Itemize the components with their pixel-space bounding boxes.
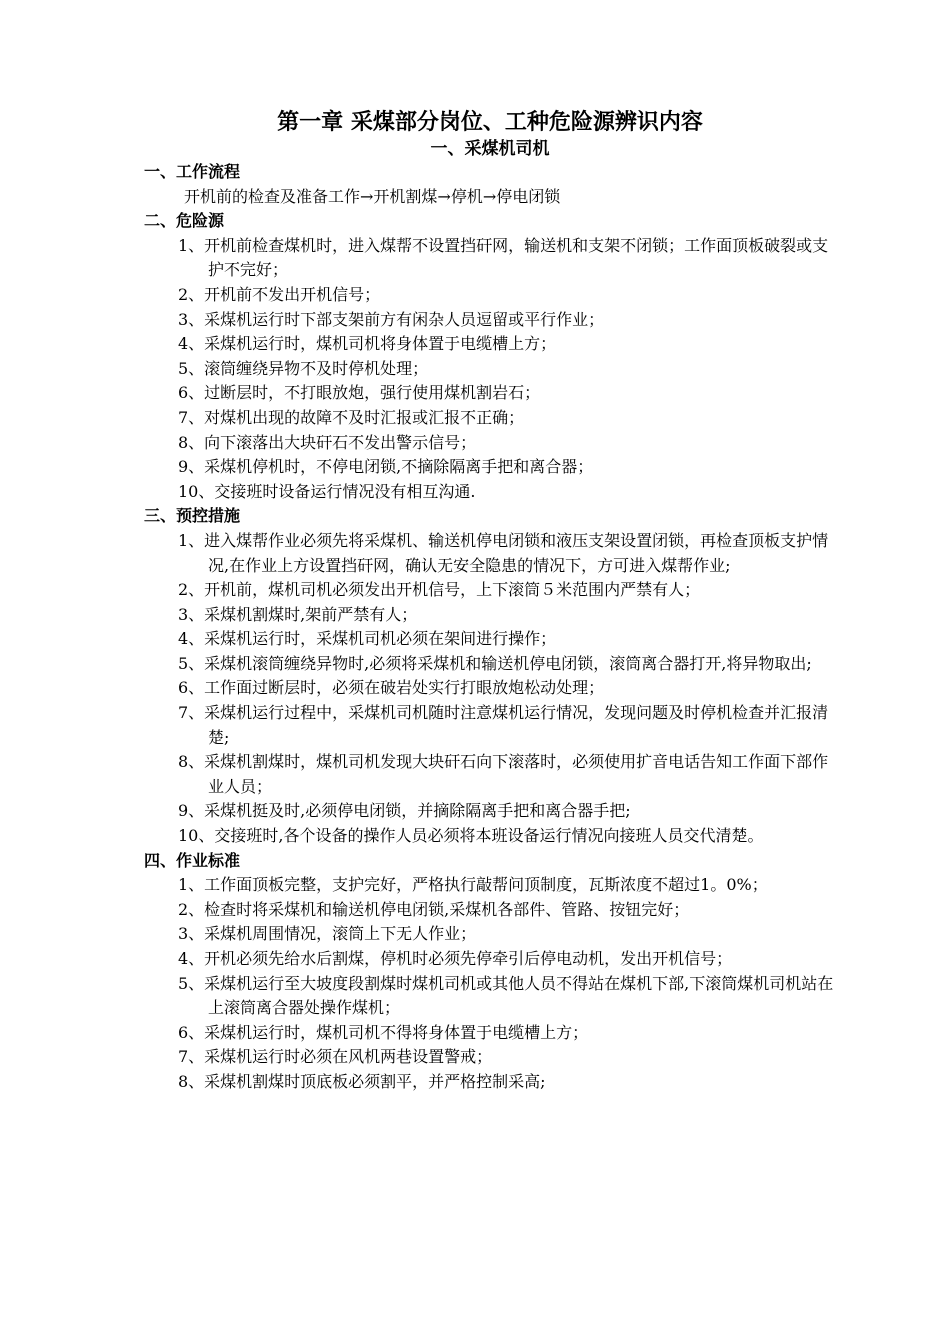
hazard-item: 10、交接班时设备运行情况没有相互沟通. [178,481,476,501]
hazard-item: 6、过断层时，不打眼放炮，强行使用煤机割岩石； [178,383,541,403]
control-item: 9、采煤机挺及时,必须停电闭锁，并摘除隔离手把和离合器手把; [178,801,631,821]
standard-item: 6、采煤机运行时，煤机司机不得将身体置于电缆槽上方； [178,1022,589,1042]
control-item: 2、开机前，煤机司机必须发出开机信号，上下滚筒５米范围内严禁有人； [178,580,701,600]
document-body [144,160,844,1095]
control-item: 4、采煤机运行时，采煤机司机必须在架间进行操作； [178,629,557,649]
standard-item: 5、采煤机运行至大坡度段割煤时煤机司机或其他人员不得站在煤机下部,下滚筒煤机司机站在上滚筒离合器处操作煤机； [178,973,834,1018]
hazard-item: 1、开机前检查煤机时，进入煤帮不设置挡矸网，输送机和支架不闭锁；工作面顶板破裂或支护不完好； [178,235,829,280]
control-item: 3、采煤机割煤时,架前严禁有人； [178,604,418,624]
chapter-title: 第一章 采煤部分岗位、工种危险源辨识内容 [277,110,703,135]
control-item: 6、工作面过断层时，必须在破岩处实行打眼放炮松动处理； [178,678,605,698]
hazard-item: 5、滚筒缠绕异物不及时停机处理； [178,358,429,378]
hazard-item: 7、对煤机出现的故障不及时汇报或汇报不正确； [178,407,525,427]
standard-item: 8、采煤机割煤时顶底板必须割平，并严格控制采高; [178,1071,546,1091]
sub-title: 一、采煤机司机 [430,139,550,159]
control-item: 1、进入煤帮作业必须先将采煤机、输送机停电闭锁和液压支架设置闭锁，再检查顶板支护情况,在作业上方设置挡矸网，确认无安全隐患的情况下，方可进入煤帮作业; [178,530,829,575]
section-heading-hazards: 二、危险源 [144,211,225,231]
control-item: 10、交接班时,各个设备的操作人员必须将本班设备运行情况向接班人员交代清楚。 [178,826,764,846]
standard-item: 7、采煤机运行时必须在风机两巷设置警戒； [178,1047,493,1067]
hazard-item: 3、采煤机运行时下部支架前方有闲杂人员逗留或平行作业； [178,309,605,329]
hazard-item: 4、采煤机运行时，煤机司机将身体置于电缆槽上方； [178,334,557,354]
hazard-item: 2、开机前不发出开机信号； [178,284,381,304]
workflow-text: 开机前的检查及准备工作→开机割煤→停机→停电闭锁 [184,186,561,206]
control-item: 5、采煤机滚筒缠绕异物时,必须将采煤机和输送机停电闭锁，滚筒离合器打开,将异物取出; [178,653,812,673]
hazard-item: 8、向下滚落出大块矸石不发出警示信号； [178,432,477,452]
section-heading-standards: 四、作业标准 [144,850,241,870]
section-heading-workflow: 一、工作流程 [144,162,241,181]
section-heading-controls: 三、预控措施 [144,506,241,526]
standard-item: 2、检查时将采煤机和输送机停电闭锁,采煤机各部件、管路、按钮完好； [178,899,690,919]
control-item: 7、采煤机运行过程中，采煤机司机随时注意煤机运行情况，发现问题及时停机检查并汇报清楚; [178,703,829,747]
control-item: 8、采煤机割煤时，煤机司机发现大块矸石向下滚落时，必须使用扩音电话告知工作面下部作业人员； [178,752,829,796]
standard-item: 4、开机必须先给水后割煤，停机时必须先停牵引后停电动机，发出开机信号； [178,949,733,968]
standard-item: 3、采煤机周围情况，滚筒上下无人作业； [178,924,477,944]
hazard-item: 9、采煤机停机时，不停电闭锁,不摘除隔离手把和离合器； [178,457,594,477]
standard-item: 1、工作面顶板完整，支护完好，严格执行敲帮问顶制度，瓦斯浓度不超过1。0%； [178,875,768,895]
